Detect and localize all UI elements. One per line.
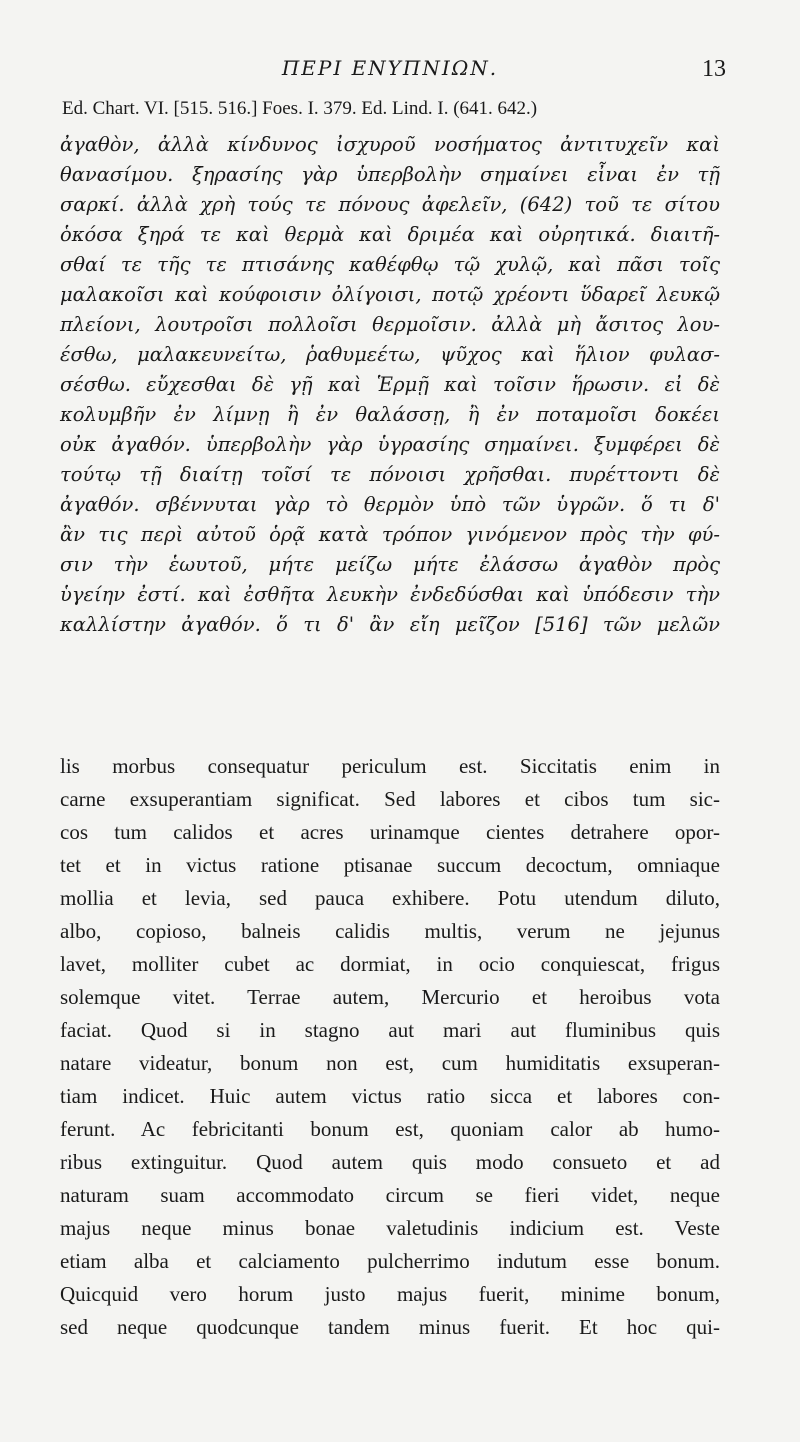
running-title: ΠΕΡΙ ΕΝΥΠΝΙΩΝ. [281,56,499,80]
greek-line: σαρκί. ἀλλὰ χρὴ τούς τε πόνους ἀφελεῖν, (642) τοῦ τε σίτου [60,193,720,216]
latin-line: albo, copioso, balneis calidis multis, verum ne jejunus [60,919,720,943]
latin-line: majus neque minus bonae valetudinis indicium est. Veste [60,1216,720,1240]
greek-line: θανασίμου. ξηρασίης γὰρ ὑπερβολὴν σημαίνει εἶναι ἐν τῇ [60,163,720,186]
greek-text-block [60,130,720,640]
latin-line: ribus extinguitur. Quod autem quis modo consueto et ad [60,1150,720,1174]
latin-line: mollia et levia, sed pauca exhibere. Potu utendum diluto, [60,886,720,910]
greek-line: κολυμβῆν ἐν λίμνῃ ἢ ἐν θαλάσσῃ, ἢ ἐν ποταμοῖσι δοκέει [60,403,720,426]
latin-line: etiam alba et calciamento pulcherrimo indutum esse bonum. [60,1249,720,1273]
greek-line: σθαί τε τῆς τε πτισάνης καθέφθῳ τῷ χυλῷ, καὶ πᾶσι τοῖς [60,253,720,276]
latin-line: tet et in victus ratione ptisanae succum decoctum, omniaque [60,853,720,877]
edition-reference-line: Ed. Chart. VI. [515. 516.] Foes. I. 379. Ed. Lind. I. (641. 642.) [62,98,538,119]
greek-line: ὁκόσα ξηρά τε καὶ θερμὰ καὶ δριμέα καὶ οὐρητικά. διαιτῆ- [60,223,720,246]
latin-line: ferunt. Ac febricitanti bonum est, quoniam calor ab humo- [60,1117,720,1141]
greek-line: τούτῳ τῇ διαίτῃ τοῖσί τε πόνοισι χρῆσθαι. πυρέττοντι δὲ [60,463,720,486]
greek-line: πλείονι, λουτροῖσι πολλοῖσι θερμοῖσιν. ἀλλὰ μὴ ἄσιτος λου- [60,313,720,336]
page-header [60,56,726,92]
latin-line: natare videatur, bonum non est, cum humiditatis exsuperan- [60,1051,720,1075]
greek-line: καλλίστην ἀγαθόν. ὅ τι δ' ἂν εἴη μεῖζον [516] τῶν μελῶν [60,613,720,636]
greek-line: οὐκ ἀγαθόν. ὑπερβολὴν γὰρ ὑγρασίης σημαίνει. ξυμφέρει δὲ [60,433,720,456]
latin-line: carne exsuperantiam significat. Sed labores et cibos tum sic- [60,787,720,811]
latin-line: lavet, molliter cubet ac dormiat, in ocio conquiescat, frigus [60,952,720,976]
greek-line: σιν τὴν ἑωυτοῦ, μήτε μείζω μήτε ἐλάσσω ἀγαθὸν πρὸς [60,553,720,576]
latin-line: cos tum calidos et acres urinamque cientes detrahere opor- [60,820,720,844]
greek-line: έσθω, μαλακευνείτω, ῥαθυμεέτω, ψῦχος καὶ ἥλιον φυλασ- [60,343,720,366]
latin-line: lis morbus consequatur periculum est. Siccitatis enim in [60,754,720,778]
latin-line: solemque vitet. Terrae autem, Mercurio et heroibus vota [60,985,720,1009]
latin-line: sed neque quodcunque tandem minus fuerit. Et hoc qui- [60,1315,720,1339]
greek-line: ἂν τις περὶ αὐτοῦ ὁρᾷ κατὰ τρόπον γινόμενον πρὸς τὴν φύ- [60,523,720,546]
greek-line: ὑγείην ἐστί. καὶ ἐσθῆτα λευκὴν ἐνδεδύσθαι καὶ ὑπόδεσιν τὴν [60,583,720,606]
greek-line: σέσθω. εὔχεσθαι δὲ γῇ καὶ Ἑρμῇ καὶ τοῖσιν ἥρωσιν. εἰ δὲ [60,373,720,396]
greek-line: μαλακοῖσι καὶ κούφοισιν ὀλίγοισι, ποτῷ χρέοντι ὕδαρεῖ λευκῷ [60,283,720,306]
latin-line: faciat. Quod si in stagno aut mari aut fluminibus quis [60,1018,720,1042]
latin-line: tiam indicet. Huic autem victus ratio sicca et labores con- [60,1084,720,1108]
greek-line: ἀγαθόν. σβέννυται γὰρ τὸ θερμὸν ὑπὸ τῶν ὑγρῶν. ὅ τι δ' [60,493,720,516]
latin-text-block [60,750,720,1344]
page-number: 13 [702,56,726,82]
latin-line: Quicquid vero horum justo majus fuerit, minime bonum, [60,1282,720,1306]
latin-line: naturam suam accommodato circum se fieri videt, neque [60,1183,720,1207]
greek-line: ἀγαθὸν, ἀλλὰ κίνδυνος ἰσχυροῦ νοσήματος ἀντιτυχεῖν καὶ [60,133,720,156]
